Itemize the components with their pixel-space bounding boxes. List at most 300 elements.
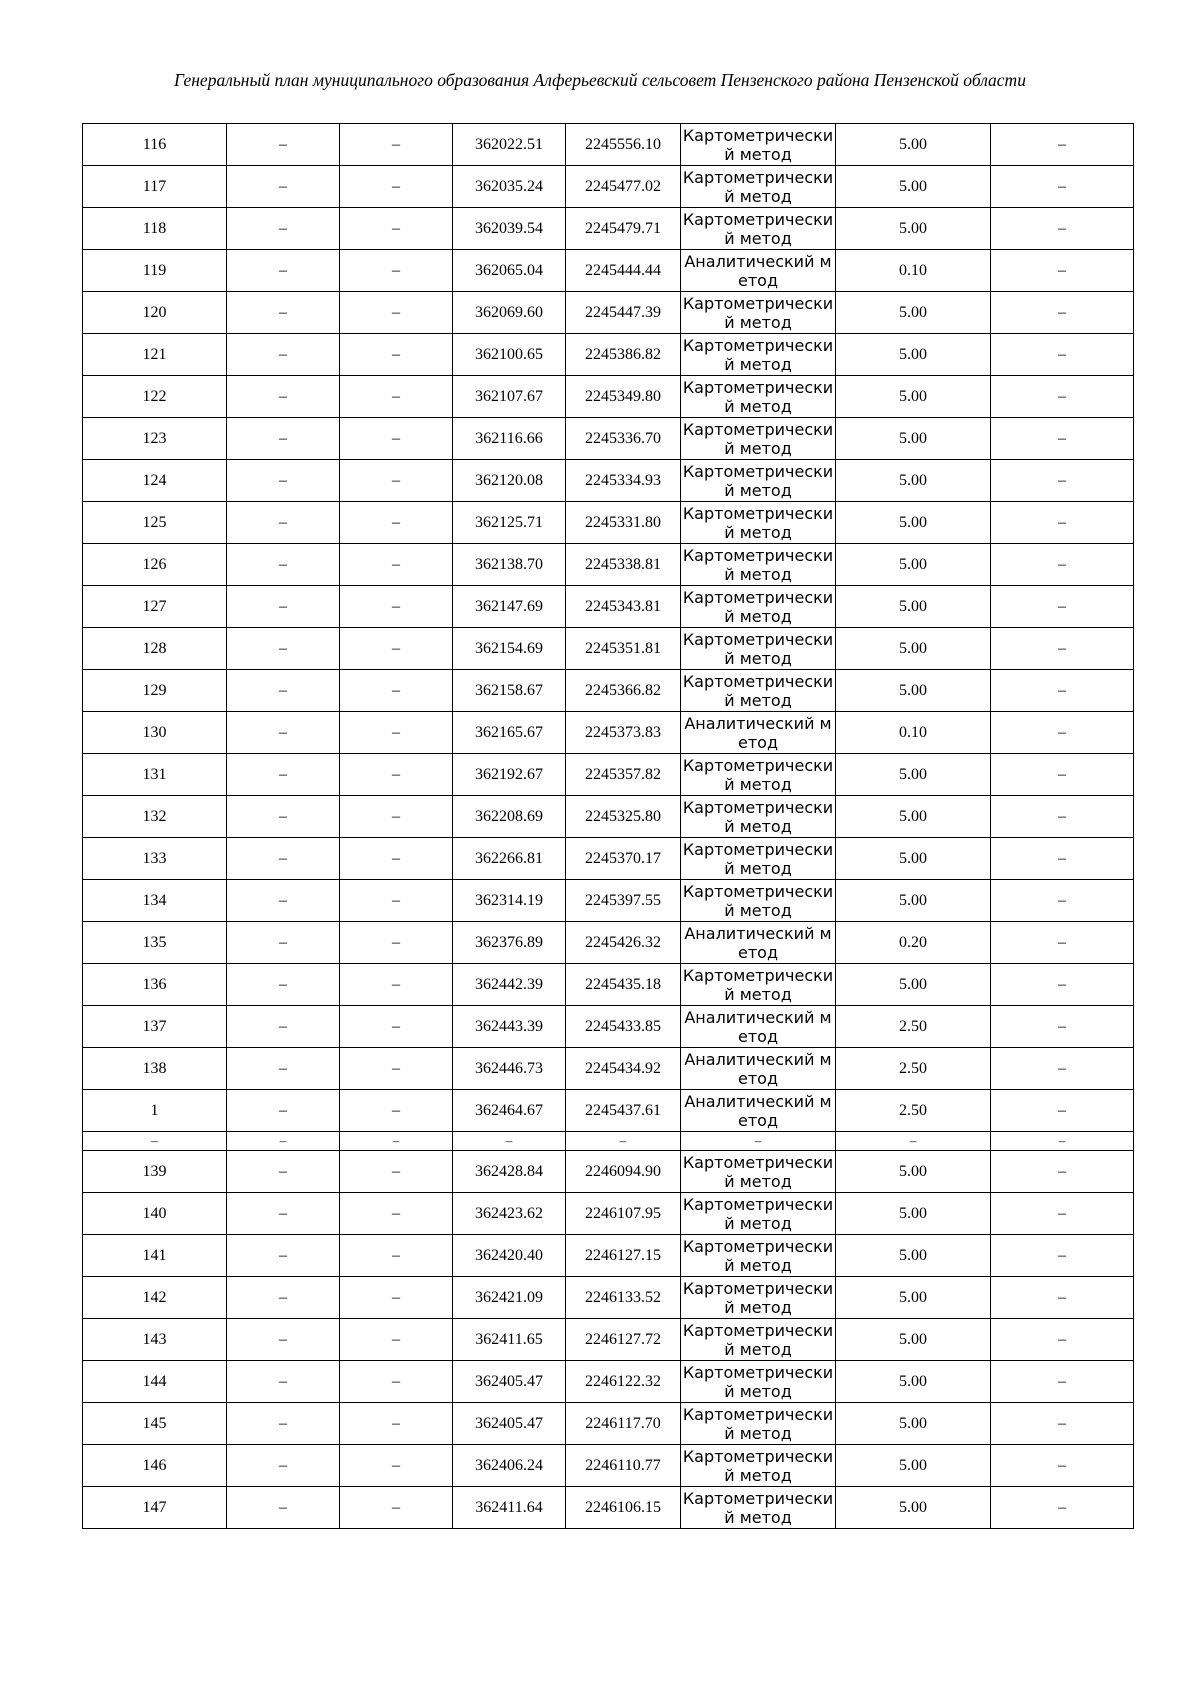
point-number-cell: 125 (83, 502, 227, 544)
x-coordinate-cell: 362154.69 (453, 628, 566, 670)
point-number-cell: 118 (83, 208, 227, 250)
table-row (83, 1487, 1134, 1529)
empty-cell: – (227, 1132, 340, 1151)
x-coordinate-cell: 362165.67 (453, 712, 566, 754)
x-coordinate-cell: 362428.84 (453, 1151, 566, 1193)
empty-cell: – (991, 1235, 1134, 1277)
point-number-cell: 120 (83, 292, 227, 334)
table-row (83, 1090, 1134, 1132)
empty-cell: – (991, 838, 1134, 880)
empty-cell: – (340, 880, 453, 922)
y-coordinate-cell: 2245434.92 (566, 1048, 681, 1090)
accuracy-cell: – (836, 1132, 991, 1151)
point-number-cell: 141 (83, 1235, 227, 1277)
empty-cell: – (227, 250, 340, 292)
empty-cell: – (227, 1090, 340, 1132)
empty-cell: – (227, 796, 340, 838)
empty-cell: – (340, 376, 453, 418)
separator-row (83, 1132, 1134, 1151)
point-number-cell: 123 (83, 418, 227, 460)
point-number-cell: 129 (83, 670, 227, 712)
accuracy-cell: 5.00 (836, 292, 991, 334)
empty-cell: – (227, 586, 340, 628)
accuracy-cell: 5.00 (836, 1487, 991, 1529)
y-coordinate-cell: 2245343.81 (566, 586, 681, 628)
empty-cell: – (227, 1193, 340, 1235)
accuracy-cell: 0.20 (836, 922, 991, 964)
empty-cell: – (340, 418, 453, 460)
y-coordinate-cell: 2246110.77 (566, 1445, 681, 1487)
point-number-cell: 132 (83, 796, 227, 838)
empty-cell: – (991, 250, 1134, 292)
empty-cell: – (227, 880, 340, 922)
empty-cell: – (227, 124, 340, 166)
accuracy-cell: 5.00 (836, 838, 991, 880)
empty-cell: – (227, 166, 340, 208)
point-number-cell: 1 (83, 1090, 227, 1132)
accuracy-cell: 5.00 (836, 1403, 991, 1445)
point-number-cell: 119 (83, 250, 227, 292)
y-coordinate-cell: 2245556.10 (566, 124, 681, 166)
method-cell: Картометрический метод (681, 334, 836, 376)
accuracy-cell: 5.00 (836, 586, 991, 628)
method-cell: Картометрический метод (681, 1235, 836, 1277)
empty-cell: – (340, 1487, 453, 1529)
accuracy-cell: 2.50 (836, 1006, 991, 1048)
empty-cell: – (991, 586, 1134, 628)
y-coordinate-cell: 2245325.80 (566, 796, 681, 838)
coordinates-table (82, 123, 1134, 1529)
y-coordinate-cell: 2246107.95 (566, 1193, 681, 1235)
empty-cell: – (991, 880, 1134, 922)
y-coordinate-cell: 2245386.82 (566, 334, 681, 376)
x-coordinate-cell: 362065.04 (453, 250, 566, 292)
point-number-cell: – (83, 1132, 227, 1151)
method-cell: Картометрический метод (681, 796, 836, 838)
y-coordinate-cell: 2245444.44 (566, 250, 681, 292)
table-row (83, 1361, 1134, 1403)
empty-cell: – (340, 1090, 453, 1132)
table-row (83, 124, 1134, 166)
empty-cell: – (340, 1319, 453, 1361)
x-coordinate-cell: 362035.24 (453, 166, 566, 208)
table-row (83, 1403, 1134, 1445)
table-row (83, 1151, 1134, 1193)
y-coordinate-cell: 2245349.80 (566, 376, 681, 418)
empty-cell: – (227, 964, 340, 1006)
empty-cell: – (340, 544, 453, 586)
x-coordinate-cell: 362405.47 (453, 1403, 566, 1445)
empty-cell: – (340, 502, 453, 544)
empty-cell: – (991, 544, 1134, 586)
empty-cell: – (991, 1193, 1134, 1235)
y-coordinate-cell: 2245351.81 (566, 628, 681, 670)
x-coordinate-cell: 362411.64 (453, 1487, 566, 1529)
accuracy-cell: 5.00 (836, 460, 991, 502)
table-row (83, 1193, 1134, 1235)
empty-cell: – (340, 1006, 453, 1048)
y-coordinate-cell: 2245366.82 (566, 670, 681, 712)
y-coordinate-cell: 2245433.85 (566, 1006, 681, 1048)
accuracy-cell: 5.00 (836, 670, 991, 712)
x-coordinate-cell: 362022.51 (453, 124, 566, 166)
method-cell: Картометрический метод (681, 880, 836, 922)
method-cell: Картометрический метод (681, 1361, 836, 1403)
y-coordinate-cell: 2245336.70 (566, 418, 681, 460)
table-row (83, 502, 1134, 544)
method-cell: Картометрический метод (681, 1403, 836, 1445)
empty-cell: – (991, 502, 1134, 544)
point-number-cell: 147 (83, 1487, 227, 1529)
method-cell: Картометрический метод (681, 838, 836, 880)
x-coordinate-cell: 362039.54 (453, 208, 566, 250)
method-cell: Картометрический метод (681, 1445, 836, 1487)
empty-cell: – (227, 1445, 340, 1487)
empty-cell: – (340, 712, 453, 754)
empty-cell: – (227, 376, 340, 418)
empty-cell: – (340, 754, 453, 796)
empty-cell: – (340, 124, 453, 166)
x-coordinate-cell: – (453, 1132, 566, 1151)
empty-cell: – (340, 1235, 453, 1277)
table-row (83, 334, 1134, 376)
accuracy-cell: 5.00 (836, 1319, 991, 1361)
empty-cell: – (227, 754, 340, 796)
x-coordinate-cell: 362120.08 (453, 460, 566, 502)
accuracy-cell: 5.00 (836, 1193, 991, 1235)
empty-cell: – (991, 922, 1134, 964)
method-cell: Картометрический метод (681, 670, 836, 712)
accuracy-cell: 5.00 (836, 964, 991, 1006)
x-coordinate-cell: 362411.65 (453, 1319, 566, 1361)
y-coordinate-cell: 2245338.81 (566, 544, 681, 586)
point-number-cell: 131 (83, 754, 227, 796)
y-coordinate-cell: 2245357.82 (566, 754, 681, 796)
method-cell: Картометрический метод (681, 1319, 836, 1361)
empty-cell: – (340, 628, 453, 670)
empty-cell: – (227, 502, 340, 544)
y-coordinate-cell: 2245437.61 (566, 1090, 681, 1132)
x-coordinate-cell: 362406.24 (453, 1445, 566, 1487)
method-cell: Картометрический метод (681, 292, 836, 334)
x-coordinate-cell: 362266.81 (453, 838, 566, 880)
empty-cell: – (227, 208, 340, 250)
y-coordinate-cell: 2245397.55 (566, 880, 681, 922)
empty-cell: – (340, 838, 453, 880)
y-coordinate-cell: 2246122.32 (566, 1361, 681, 1403)
accuracy-cell: 5.00 (836, 124, 991, 166)
empty-cell: – (227, 1361, 340, 1403)
accuracy-cell: 5.00 (836, 418, 991, 460)
empty-cell: – (340, 670, 453, 712)
x-coordinate-cell: 362464.67 (453, 1090, 566, 1132)
point-number-cell: 121 (83, 334, 227, 376)
y-coordinate-cell: 2246133.52 (566, 1277, 681, 1319)
accuracy-cell: 5.00 (836, 208, 991, 250)
x-coordinate-cell: 362376.89 (453, 922, 566, 964)
x-coordinate-cell: 362443.39 (453, 1006, 566, 1048)
empty-cell: – (991, 1132, 1134, 1151)
x-coordinate-cell: 362208.69 (453, 796, 566, 838)
empty-cell: – (227, 1403, 340, 1445)
table-row (83, 1445, 1134, 1487)
x-coordinate-cell: 362314.19 (453, 880, 566, 922)
empty-cell: – (227, 628, 340, 670)
y-coordinate-cell: 2246127.72 (566, 1319, 681, 1361)
point-number-cell: 136 (83, 964, 227, 1006)
empty-cell: – (991, 754, 1134, 796)
point-number-cell: 126 (83, 544, 227, 586)
x-coordinate-cell: 362442.39 (453, 964, 566, 1006)
y-coordinate-cell: 2245447.39 (566, 292, 681, 334)
accuracy-cell: 2.50 (836, 1048, 991, 1090)
empty-cell: – (227, 334, 340, 376)
x-coordinate-cell: 362192.67 (453, 754, 566, 796)
accuracy-cell: 5.00 (836, 1445, 991, 1487)
table-body (83, 124, 1134, 1529)
empty-cell: – (227, 418, 340, 460)
empty-cell: – (227, 1487, 340, 1529)
empty-cell: – (991, 292, 1134, 334)
method-cell: – (681, 1132, 836, 1151)
y-coordinate-cell: 2245479.71 (566, 208, 681, 250)
method-cell: Картометрический метод (681, 964, 836, 1006)
empty-cell: – (991, 1006, 1134, 1048)
accuracy-cell: 5.00 (836, 376, 991, 418)
method-cell: Аналитический метод (681, 1048, 836, 1090)
empty-cell: – (340, 250, 453, 292)
empty-cell: – (991, 418, 1134, 460)
method-cell: Картометрический метод (681, 1151, 836, 1193)
table-row (83, 166, 1134, 208)
empty-cell: – (227, 1319, 340, 1361)
y-coordinate-cell: 2245370.17 (566, 838, 681, 880)
method-cell: Аналитический метод (681, 922, 836, 964)
method-cell: Картометрический метод (681, 166, 836, 208)
x-coordinate-cell: 362116.66 (453, 418, 566, 460)
table-row (83, 1006, 1134, 1048)
accuracy-cell: 5.00 (836, 544, 991, 586)
empty-cell: – (227, 1006, 340, 1048)
y-coordinate-cell: 2246094.90 (566, 1151, 681, 1193)
point-number-cell: 117 (83, 166, 227, 208)
point-number-cell: 145 (83, 1403, 227, 1445)
table-row (83, 922, 1134, 964)
point-number-cell: 135 (83, 922, 227, 964)
table-row (83, 754, 1134, 796)
y-coordinate-cell: 2245435.18 (566, 964, 681, 1006)
accuracy-cell: 5.00 (836, 502, 991, 544)
empty-cell: – (991, 1277, 1134, 1319)
empty-cell: – (340, 796, 453, 838)
method-cell: Картометрический метод (681, 460, 836, 502)
empty-cell: – (340, 1132, 453, 1151)
y-coordinate-cell: 2246106.15 (566, 1487, 681, 1529)
point-number-cell: 124 (83, 460, 227, 502)
y-coordinate-cell: 2246117.70 (566, 1403, 681, 1445)
empty-cell: – (991, 1445, 1134, 1487)
accuracy-cell: 2.50 (836, 1090, 991, 1132)
method-cell: Картометрический метод (681, 586, 836, 628)
point-number-cell: 128 (83, 628, 227, 670)
x-coordinate-cell: 362423.62 (453, 1193, 566, 1235)
method-cell: Картометрический метод (681, 544, 836, 586)
x-coordinate-cell: 362421.09 (453, 1277, 566, 1319)
page-header: Генеральный план муниципального образования Алферьевский сельсовет Пензенского района Пензенской области (174, 70, 1026, 90)
point-number-cell: 134 (83, 880, 227, 922)
point-number-cell: 142 (83, 1277, 227, 1319)
y-coordinate-cell: 2245331.80 (566, 502, 681, 544)
empty-cell: – (991, 334, 1134, 376)
empty-cell: – (227, 712, 340, 754)
method-cell: Картометрический метод (681, 1193, 836, 1235)
y-coordinate-cell: 2245334.93 (566, 460, 681, 502)
table-row (83, 670, 1134, 712)
x-coordinate-cell: 362100.65 (453, 334, 566, 376)
empty-cell: – (227, 1277, 340, 1319)
empty-cell: – (227, 292, 340, 334)
empty-cell: – (227, 1048, 340, 1090)
empty-cell: – (991, 964, 1134, 1006)
table-row (83, 418, 1134, 460)
y-coordinate-cell: 2245426.32 (566, 922, 681, 964)
empty-cell: – (227, 1151, 340, 1193)
accuracy-cell: 5.00 (836, 754, 991, 796)
table-row (83, 796, 1134, 838)
table-row (83, 586, 1134, 628)
x-coordinate-cell: 362420.40 (453, 1235, 566, 1277)
empty-cell: – (340, 1361, 453, 1403)
empty-cell: – (991, 1361, 1134, 1403)
empty-cell: – (991, 670, 1134, 712)
method-cell: Картометрический метод (681, 1487, 836, 1529)
accuracy-cell: 5.00 (836, 1277, 991, 1319)
point-number-cell: 139 (83, 1151, 227, 1193)
point-number-cell: 133 (83, 838, 227, 880)
empty-cell: – (991, 1151, 1134, 1193)
table-row (83, 544, 1134, 586)
table-row (83, 712, 1134, 754)
y-coordinate-cell: 2245373.83 (566, 712, 681, 754)
empty-cell: – (340, 1277, 453, 1319)
x-coordinate-cell: 362138.70 (453, 544, 566, 586)
point-number-cell: 127 (83, 586, 227, 628)
x-coordinate-cell: 362147.69 (453, 586, 566, 628)
empty-cell: – (340, 334, 453, 376)
accuracy-cell: 5.00 (836, 796, 991, 838)
empty-cell: – (991, 208, 1134, 250)
accuracy-cell: 5.00 (836, 166, 991, 208)
table-row (83, 460, 1134, 502)
empty-cell: – (991, 460, 1134, 502)
table-row (83, 838, 1134, 880)
method-cell: Аналитический метод (681, 1006, 836, 1048)
empty-cell: – (991, 1048, 1134, 1090)
table-row (83, 250, 1134, 292)
accuracy-cell: 5.00 (836, 628, 991, 670)
empty-cell: – (991, 376, 1134, 418)
accuracy-cell: 0.10 (836, 250, 991, 292)
point-number-cell: 140 (83, 1193, 227, 1235)
empty-cell: – (340, 460, 453, 502)
empty-cell: – (991, 1487, 1134, 1529)
empty-cell: – (340, 1048, 453, 1090)
empty-cell: – (227, 670, 340, 712)
empty-cell: – (227, 1235, 340, 1277)
empty-cell: – (991, 628, 1134, 670)
table-row (83, 964, 1134, 1006)
point-number-cell: 130 (83, 712, 227, 754)
table-row (83, 628, 1134, 670)
empty-cell: – (340, 1403, 453, 1445)
point-number-cell: 138 (83, 1048, 227, 1090)
method-cell: Картометрический метод (681, 418, 836, 460)
table-row (83, 880, 1134, 922)
point-number-cell: 122 (83, 376, 227, 418)
table-row (83, 1235, 1134, 1277)
point-number-cell: 144 (83, 1361, 227, 1403)
x-coordinate-cell: 362069.60 (453, 292, 566, 334)
empty-cell: – (340, 586, 453, 628)
y-coordinate-cell: – (566, 1132, 681, 1151)
method-cell: Картометрический метод (681, 124, 836, 166)
point-number-cell: 116 (83, 124, 227, 166)
empty-cell: – (340, 1151, 453, 1193)
table-row (83, 1048, 1134, 1090)
empty-cell: – (991, 1403, 1134, 1445)
accuracy-cell: 5.00 (836, 1361, 991, 1403)
x-coordinate-cell: 362158.67 (453, 670, 566, 712)
method-cell: Картометрический метод (681, 1277, 836, 1319)
empty-cell: – (340, 292, 453, 334)
empty-cell: – (340, 1193, 453, 1235)
accuracy-cell: 5.00 (836, 1151, 991, 1193)
method-cell: Картометрический метод (681, 628, 836, 670)
table-row (83, 208, 1134, 250)
point-number-cell: 137 (83, 1006, 227, 1048)
x-coordinate-cell: 362405.47 (453, 1361, 566, 1403)
table-row (83, 292, 1134, 334)
accuracy-cell: 5.00 (836, 1235, 991, 1277)
method-cell: Аналитический метод (681, 250, 836, 292)
empty-cell: – (340, 166, 453, 208)
accuracy-cell: 5.00 (836, 880, 991, 922)
method-cell: Аналитический метод (681, 712, 836, 754)
y-coordinate-cell: 2245477.02 (566, 166, 681, 208)
empty-cell: – (340, 922, 453, 964)
empty-cell: – (340, 1445, 453, 1487)
method-cell: Аналитический метод (681, 1090, 836, 1132)
method-cell: Картометрический метод (681, 754, 836, 796)
empty-cell: – (340, 964, 453, 1006)
method-cell: Картометрический метод (681, 376, 836, 418)
accuracy-cell: 5.00 (836, 334, 991, 376)
empty-cell: – (991, 1319, 1134, 1361)
empty-cell: – (227, 922, 340, 964)
method-cell: Картометрический метод (681, 502, 836, 544)
empty-cell: – (991, 1090, 1134, 1132)
table-row (83, 1277, 1134, 1319)
table-row (83, 1319, 1134, 1361)
empty-cell: – (227, 838, 340, 880)
accuracy-cell: 0.10 (836, 712, 991, 754)
x-coordinate-cell: 362125.71 (453, 502, 566, 544)
empty-cell: – (227, 460, 340, 502)
y-coordinate-cell: 2246127.15 (566, 1235, 681, 1277)
table-row (83, 376, 1134, 418)
empty-cell: – (340, 208, 453, 250)
method-cell: Картометрический метод (681, 208, 836, 250)
